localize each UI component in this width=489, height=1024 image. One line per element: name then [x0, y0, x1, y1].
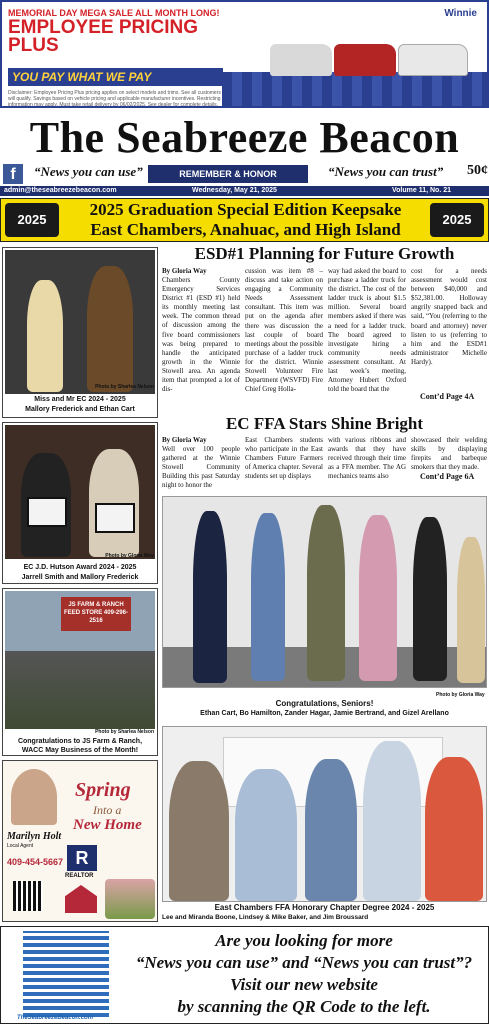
photo-caption: Jarrell Smith and Mallory Frederick [21, 574, 139, 581]
agent-role: Local Agent [7, 843, 34, 849]
photo-box [2, 422, 158, 584]
issue-info-bar [0, 186, 489, 196]
agent-photo [11, 769, 57, 825]
masthead-subbar [0, 162, 489, 186]
photo-caption: Mallory Frederick and Ethan Cart [25, 406, 135, 413]
class-of-2025-badge: 2025 [430, 203, 484, 237]
ad-into: Into a [93, 803, 122, 817]
photo-hutson-award[interactable] [5, 425, 155, 559]
jeep-image [398, 44, 468, 76]
esd-col2: cussion was item #8 – discuss and take action on engaging a Community Needs Assessment consultant. This item was put on the agenda after there was discussion the last couple of board meetings about the possible purchase of a ladder truck for the district. Winnie Stowell Volunteer Fire Department (WSVFD) Fire Chief Greg Holla- [245, 267, 323, 394]
photo-caption: EC J.D. Hutson Award 2024 - 2025 [23, 564, 137, 571]
store-sign: JS FARM & RANCH FEED STORE 409-296-2516 [61, 597, 131, 631]
promo-line3: Visit our new website [230, 975, 378, 994]
photo-credit: Photo by Sharlea Nelson [95, 384, 154, 390]
esd-col3: way had asked the board to purchase a ladder truck for the district. The cost of the ladder truck is about $1.5 million. Several board members asked if there was a need for a ladder truck. The board agreed to investigate hiring a community needs assessment consultant. At last week’s meeting, Attorney Hubert Oxford told the board that the [328, 267, 406, 394]
house-logo-icon [65, 885, 97, 913]
ad-brand-logo: Winnie [444, 8, 477, 19]
realtor-label: REALTOR [65, 873, 94, 879]
jeep-image [334, 44, 396, 76]
issue-date: Wednesday, May 21, 2025 [192, 187, 277, 194]
ffa-headline: EC FFA Stars Shine Bright [225, 414, 424, 433]
photo-caption: Miss and Mr EC 2024 - 2025 [34, 396, 126, 403]
motto-left: “News you can use” [34, 164, 143, 179]
ffa-col3: with various ribbons and awards that they have received through their time as a FFA member. The AG mechanics teams also [328, 436, 406, 481]
ad-fine-print: Disclaimer: Employee Pricing Plus pricing applies on select models and trims. See all customers will qualify. Savings based on vehicle pricing and applicable manufacturer incentives. Restricting information may apply. Must take retail delivery by 06/02/2025. See dealer for complete details. [8, 90, 221, 108]
photo-caption: Congratulations to JS Farm & Ranch, [17, 738, 143, 745]
banner-ad[interactable] [0, 0, 489, 108]
graduation-banner [0, 198, 489, 242]
agent-phone[interactable]: 409-454-5667 [7, 857, 64, 867]
photo-miss-mr-ec[interactable] [5, 250, 155, 394]
class-of-2025-badge: 2025 [5, 203, 59, 237]
photo-box [2, 247, 158, 418]
graduation-line2: East Chambers, Anahuac, and High Island [90, 220, 401, 239]
ad-headline: EMPLOYEE PRICING PLUS [8, 17, 199, 56]
price: 50¢ [467, 163, 488, 178]
esd-headline: ESD#1 Planning for Future Growth [194, 244, 455, 263]
qr-code-icon[interactable] [13, 881, 43, 911]
photo-credit: Photo by Gloria Way [436, 692, 485, 698]
ffa-col1: Well over 100 people gathered at the Winnie Stowell Community Building this past Saturday night to honor the [162, 445, 240, 490]
ffa-byline: By Gloria Way [162, 436, 207, 444]
promo-line2: “News you can use” and “News you can trust”? [135, 953, 473, 972]
realtor-ad[interactable] [2, 760, 158, 922]
motto-right: “News you can trust” [328, 164, 444, 179]
photo-caption: WACC May Business of the Month! [21, 747, 139, 754]
ad-tagline: YOU PAY WHAT WE PAY [8, 68, 223, 86]
esd-byline: By Gloria Way [162, 267, 207, 275]
agent-name: Marilyn Holt [7, 831, 62, 842]
photo-title: East Chambers FFA Honorary Chapter Degree 2024 - 2025 [214, 903, 435, 912]
website-promo [0, 926, 489, 1024]
flag-graphic [222, 72, 487, 108]
promo-line1: Are you looking for more [215, 931, 393, 950]
flower-basket-image [105, 879, 155, 919]
facebook-icon[interactable]: f [3, 164, 23, 184]
realtor-logo-icon: R [67, 845, 97, 871]
photo-ffa-seniors[interactable] [162, 496, 487, 688]
remember-honor-banner: REMEMBER & HONOR [148, 165, 308, 183]
photo-credit: Photo by Sharlea Nelson [95, 729, 154, 735]
newspaper-title: The Seabreeze Beacon [29, 113, 460, 162]
ffa-col2: East Chambers students who participate in the East Chambers Future Farmers of America chapter. Several students set up displays [245, 436, 323, 481]
ad-top-line: MEMORIAL DAY MEGA SALE ALL MONTH LONG! [8, 8, 220, 18]
esd-continued[interactable]: Cont’d Page 4A [420, 392, 475, 401]
photo-names: Lee and Miranda Boone, Lindsey & Mike Baker, and Jim Broussard [162, 914, 369, 921]
ffa-col4: showcased their welding skills by displaying firepits and barbeque smokers that they made. [411, 436, 487, 472]
photo-js-farm-ranch[interactable] [5, 591, 155, 729]
qr-caption[interactable]: TheSeabreezeBeacon.com [17, 1015, 94, 1021]
graduation-line1: 2025 Graduation Special Edition Keepsake [89, 200, 402, 219]
photo-credit: Photo by Gloria Way [105, 553, 154, 559]
jeep-image [270, 44, 332, 76]
photo-box [2, 588, 158, 756]
photo-names: Ethan Cart, Bo Hamilton, Zander Hagar, Jamie Bertrand, and Gizel Arellano [200, 710, 449, 717]
promo-line4: by scanning the QR Code to the left. [177, 997, 431, 1016]
ad-new-home: New Home [73, 817, 142, 833]
photo-ffa-honorary[interactable] [162, 726, 487, 902]
esd-col4: cost for a needs assessment would cost between $40,000 and $52,381.00. Holloway angrily snapped back and said, “You (referring to the board and attorney) never listen to us (referring to him and the ESD#1 administrator Michelle Hardy). [411, 267, 487, 366]
photo-title: Congratulations, Seniors! [275, 699, 374, 708]
ffa-continued[interactable]: Cont’d Page 6A [420, 472, 475, 481]
qr-code-icon[interactable] [23, 931, 109, 1017]
volume-number: Volume 11, No. 21 [392, 187, 452, 194]
ad-spring: Spring [75, 779, 131, 801]
email-link[interactable]: admin@theseabreezebeacon.com [4, 187, 117, 194]
esd-col1: Chambers County Emergency Services District #1 (ESD #1) held its monthly meeting last week. The common thread of discussion among the five board commissioners was being prepared to handle the anticipated growth in the Winnie Stowell area. An agenda item that prompted a lot of dis- [162, 276, 240, 394]
